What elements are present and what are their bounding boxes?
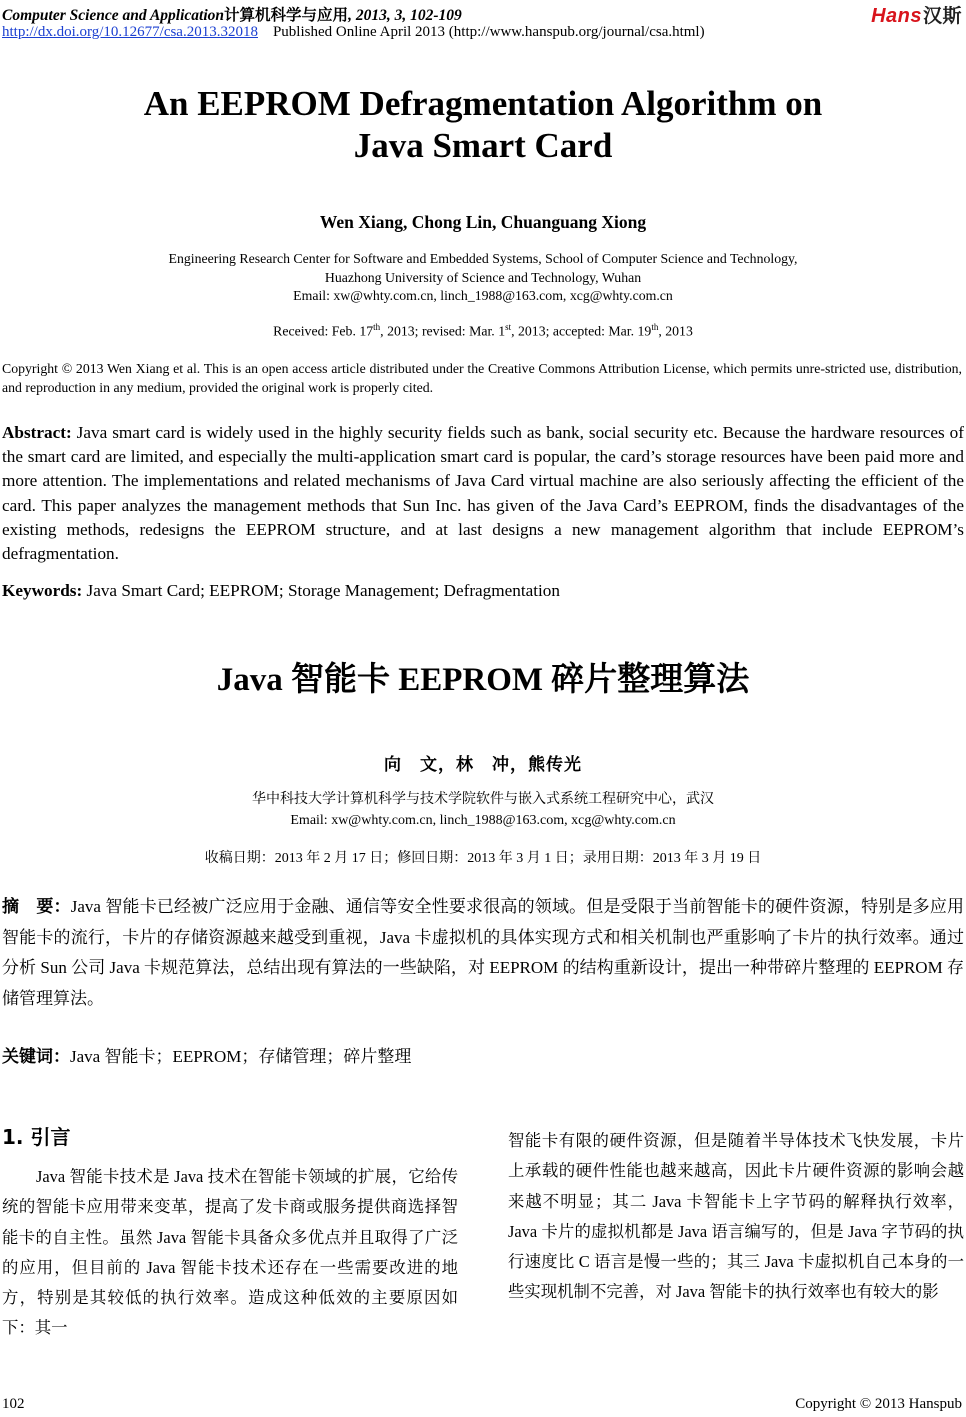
english-affiliation — [0, 250, 966, 306]
chinese-abstract — [2, 892, 964, 1014]
keywords-label: 关键词： — [2, 1047, 70, 1067]
abstract-text: Java smart card is widely used in the highly security fields such as bank, social security etc. Because the hardware resources of the smart card are limited, and especially the multi-application smart card is popular, the card’s storage resources have been paid more and more attention. The implementations and related mechanisms of Java Card virtual machine are also seriously affecting the efficient of the card. This paper analyzes the management methods that Sun Inc. has given of the Java Card’s EEPROM, finds the disadvantages of the existing methods, redesigns the EEPROM structure, and at last designs a new management algorithm that include EEPROM’s defragmentation. — [2, 423, 964, 564]
body-paragraph: 智能卡有限的硬件资源，但是随着半导体技术飞快发展，卡片上承载的硬件性能也越来越高，因此卡片硬件资源的影响会越来越不明显；其二 Java 卡智能卡上字节码的解释执行效率，Java 卡片的虚拟机都是 Java 语言编写的，但是 Java 字节码的执行速度比 C 语言是慢一些的；其三 Java 卡虚拟机自己本身的一些实现机制不完善，对 Java 智能卡的执行效率也有较大的影 — [508, 1131, 964, 1302]
affiliation-line: Huazhong University of Science and Technology, Wuhan — [324, 269, 642, 285]
page-number: 102 — [2, 1396, 25, 1412]
chinese-dates: 收稿日期：2013 年 2 月 17 日；修回日期：2013 年 3 月 1 日；录用日期：2013 年 3 月 19 日 — [204, 851, 762, 866]
chinese-authors: 向 文，林 冲，熊传光 — [384, 755, 582, 774]
revised-date: , 2013; revised: Mar. 1 — [380, 323, 506, 339]
doi-line — [2, 24, 705, 41]
body-paragraph: Java 智能卡技术是 Java 技术在智能卡领域的扩展，它给传统的智能卡应用带来变革，提高了发卡商或服务提供商选择智能卡的自主性。虽然 Java 智能卡具备众多优点并且取得了广泛的应用，但目前的 Java 智能卡技术还存在一些需要改进的地方，特别是其较低的执行效率。造成这种低效的主要原因如下：其一 — [2, 1167, 458, 1338]
keywords-label: Keywords: — [2, 581, 83, 600]
english-title-line: An EEPROM Defragmentation Algorithm on — [143, 84, 823, 123]
english-keywords — [2, 581, 964, 601]
chinese-affiliation — [0, 789, 966, 831]
body-column-right — [508, 1126, 964, 1308]
affiliation-line: 华中科技大学计算机科学与技术学院软件与嵌入式系统工程研究中心，武汉 — [252, 792, 714, 807]
date-suffix: th — [373, 322, 381, 332]
logo-text: Hans — [871, 5, 922, 27]
date-year: , 2013 — [658, 323, 693, 339]
journal-header — [2, 3, 462, 25]
received-date: Received: Feb. 17 — [273, 323, 374, 339]
volume-info: , 2013, 3, 102-109 — [348, 7, 462, 24]
english-authors: Wen Xiang, Chong Lin, Chuanguang Xiong — [319, 212, 647, 232]
abstract-label: 摘 要： — [2, 897, 71, 917]
keywords-text: Java 智能卡；EEPROM；存储管理；碎片整理 — [70, 1047, 412, 1066]
section-heading: 1. 引言 — [2, 1125, 71, 1149]
hanspub-logo — [871, 1, 962, 28]
published-info: Published Online April 2013 (http://www.hanspub.org/journal/csa.html) — [272, 24, 705, 40]
chinese-title: Java 智能卡 EEPROM 碎片整理算法 — [216, 662, 750, 698]
email-line: Email: xw@whty.com.cn, linch_1988@163.com, xcg@whty.com.cn — [290, 813, 676, 828]
journal-name: Computer Science and Application — [2, 7, 225, 24]
body-column-left — [2, 1162, 458, 1344]
doi-link[interactable]: http://dx.doi.org/10.12677/csa.2013.32018 — [2, 24, 258, 40]
english-dates — [0, 322, 966, 340]
footer-copyright: Copyright © 2013 Hanspub — [795, 1396, 962, 1412]
english-abstract — [2, 421, 964, 566]
logo-cn-text: 汉斯 — [922, 6, 962, 27]
abstract-text: Java 智能卡已经被广泛应用于金融、通信等安全性要求很高的领域。但是受限于当前智能卡的硬件资源，特别是多应用智能卡的流行，卡片的存储资源越来越受到重视，Java 卡虚拟机的具体实现方式和相关机制也严重影响了卡片的执行效率。通过分析 Sun 公司 Java 卡规范算法，总结出现有算法的一些缺陷，对 EEPROM 的结构重新设计，提出一种带碎片整理的 EEPROM 存储管理算法。 — [2, 897, 964, 1008]
english-title-line: Java Smart Card — [353, 126, 613, 165]
journal-name-cn: 计算机科学与应用 — [224, 7, 349, 24]
affiliation-line: Engineering Research Center for Software and Embedded Systems, School of Computer Science and Technology, — [168, 251, 798, 266]
email-line: Email: xw@whty.com.cn, linch_1988@163.com, xcg@whty.com.cn — [293, 288, 673, 303]
date-suffix: st — [505, 322, 512, 332]
keywords-text: Java Smart Card; EEPROM; Storage Management; Defragmentation — [82, 581, 560, 600]
date-suffix: th — [651, 322, 659, 332]
english-title — [0, 83, 966, 167]
accepted-date: , 2013; accepted: Mar. 19 — [511, 323, 652, 339]
copyright-notice: Copyright © 2013 Wen Xiang et al. This is an open access article distributed under the Creative Commons Attribution License, which permits unre-stricted use, distribution, and reproduction in any medium, provided the original work is properly cited. — [2, 361, 962, 395]
chinese-keywords — [2, 1042, 964, 1067]
abstract-label: Abstract: — [2, 423, 72, 442]
